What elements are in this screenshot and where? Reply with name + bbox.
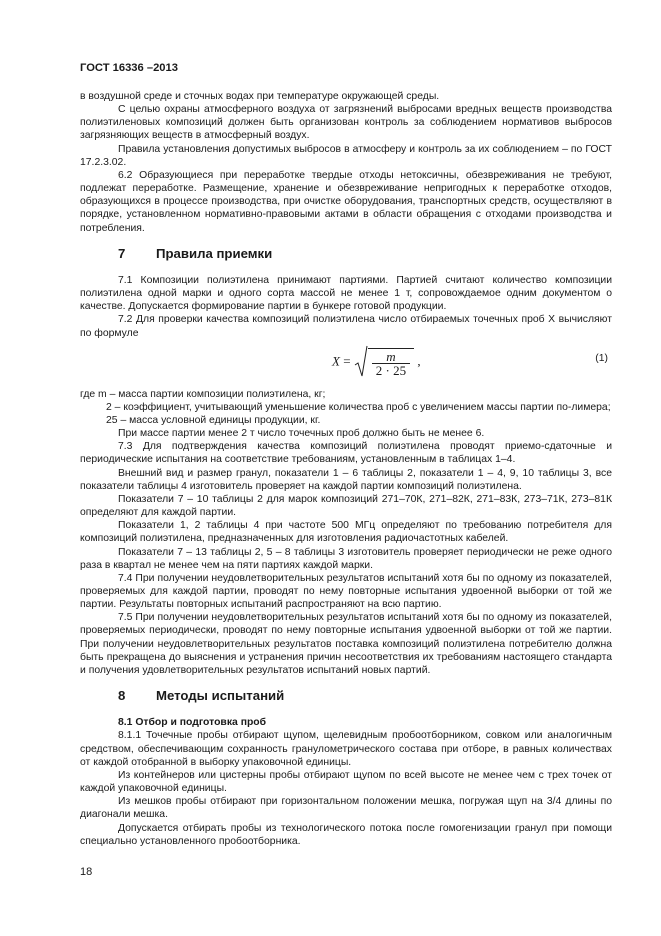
paragraph: Показатели 7 – 13 таблицы 2, 5 – 8 таблицы 3 изготовитель проверяет периодически не реже одного раза в квартал не менее чем на пяти партиях каждой марки.	[80, 546, 612, 571]
page-number: 18	[80, 866, 93, 878]
formula-number: (1)	[595, 352, 608, 364]
fraction	[368, 348, 414, 377]
formula-where: где m – масса партии композиции полиэтилена, кг;	[80, 388, 326, 400]
paragraph: 7.5 При получении неудовлетворительных результатов испытаний хотя бы по одному из показателей, проверяемых периодически, проводят по нему повторные испытания удвоенной выборки от той же партии. При получении неудовлетворительных результатов поставка композиций полиэтилена потребителю должна быть прекращена до выяснения и устранения причин несоответствия их требованиям настоящего стандарта и получения удовлетворительных результатов испытаний новых партий.	[80, 612, 612, 676]
document-header: ГОСТ 16336 –2013	[80, 62, 178, 74]
document-body	[80, 90, 612, 848]
section-heading-8	[118, 689, 612, 702]
paragraph: Из мешков пробы отбирают при горизонтальном положении мешка, погружая щуп на 3/4 длины по диагонали мешка.	[80, 796, 612, 821]
section-heading-7	[118, 247, 612, 260]
paragraph: 6.2 Образующиеся при переработке твердые отходы нетоксичны, обезвреживания не требуют, подлежат переработке. Размещение, хранение и обезвреживание непригодных к переработке отходов, образующихся в процессе производства, при очистке оборудования, транспортных средств, осуществляют в порядке, установленном нормативно-правовыми актами в области обращения с отходами производства и потребления.	[80, 169, 612, 234]
formula-lhs: X	[332, 353, 340, 369]
section-number: 7	[118, 245, 126, 261]
paragraph: Показатели 7 – 10 таблицы 2 для марок композиций 271–70К, 271–82К, 271–83К, 273–71К, 273–81К определяют для каждой партии.	[80, 493, 612, 519]
section-number: 8	[118, 688, 126, 704]
radical-sign-icon	[354, 345, 368, 379]
formula	[80, 342, 612, 386]
paragraph: 7.3 Для подтверждения качества композиций полиэтилена проводят приемо-сдаточные и периодические испытания на соответствие требованиям, установленным в таблицах 1–4.	[80, 441, 612, 466]
fraction-numerator: m	[372, 350, 410, 364]
paragraph: Допускается отбирать пробы из технологического потока после гомогенизации гранул при помощи специально установленного пробоотборника.	[80, 822, 612, 847]
square-root	[358, 348, 414, 377]
paragraph: 7.2 Для проверки качества композиций полиэтилена число отбираемых точечных проб X вычисляют по формуле	[80, 314, 612, 339]
paragraph: 8.1.1 Точечные пробы отбирают щупом, щелевидным пробоотборником, совком или аналогичным средством, обеспечивающим сохранность гранулометрического состава при отборе, в равных количествах от каждой отобранной в выборку упаковочной единицы.	[80, 730, 612, 768]
paragraph: Внешний вид и размер гранул, показатели 1 – 6 таблицы 2, показатели 1 – 4, 9, 10 таблицы 3, все показатели таблицы 4 изготовитель проверяет на каждой партии композиций полиэтилена.	[80, 467, 612, 492]
formula-definition: 2 – коэффициент, учитывающий уменьшение количества проб с увеличением массы партии по-лимера;	[106, 401, 611, 413]
formula-expression: X = $\frac{m}{2 \cdot 25}$ ,	[332, 348, 421, 377]
fraction-denominator: 2 · 25	[375, 362, 407, 378]
formula-definition: 25 – масса условной единицы продукции, кг.	[106, 414, 321, 426]
paragraph: С целью охраны атмосферного воздуха от загрязнений выбросами вредных веществ производства полиэтиленовых композиций должен быть организован контроль за соблюдением нормативов выбросов загрязняющих веществ в атмосферный воздух.	[80, 104, 612, 142]
subsection-heading: 8.1 Отбор и подготовка проб	[118, 717, 267, 729]
paragraph: При массе партии менее 2 т число точечных проб должно быть не менее 6.	[118, 428, 485, 440]
paragraph: в воздушной среде и сточных водах при температуре окружающей среды.	[80, 91, 440, 102]
paragraph: Из контейнеров или цистерны пробы отбирают щупом по всей высоте не менее чем с трех точек от каждой упаковочной единицы.	[80, 769, 612, 795]
paragraph: 7.4 При получении неудовлетворительных результатов испытаний хотя бы по одному из показателей, проверяемых для каждой партии, проводят по нему повторные испытания удвоенной выборки от той же партии. Результаты повторных испытаний распространяют на всю партию.	[80, 572, 612, 611]
section-title: Методы испытаний	[156, 688, 285, 704]
section-title: Правила приемки	[156, 245, 273, 261]
paragraph: Показатели 1, 2 таблицы 4 при частоте 500 МГц определяют по требованию потребителя для композиций полиэтилена, предназначенных для изготовления радиочастотных кабелей.	[80, 520, 612, 545]
paragraph: 7.1 Композиции полиэтилена принимают партиями. Партией считают количество композиции полиэтилена одной марки и одного сорта массой не менее 1 т, сопровождаемое одним документом о качестве. Допускается формирование партии в бункере готовой продукции.	[80, 274, 612, 313]
paragraph: Правила установления допустимых выбросов в атмосферу и контроль за их соблюдением – по ГОСТ 17.2.3.02.	[80, 143, 612, 168]
